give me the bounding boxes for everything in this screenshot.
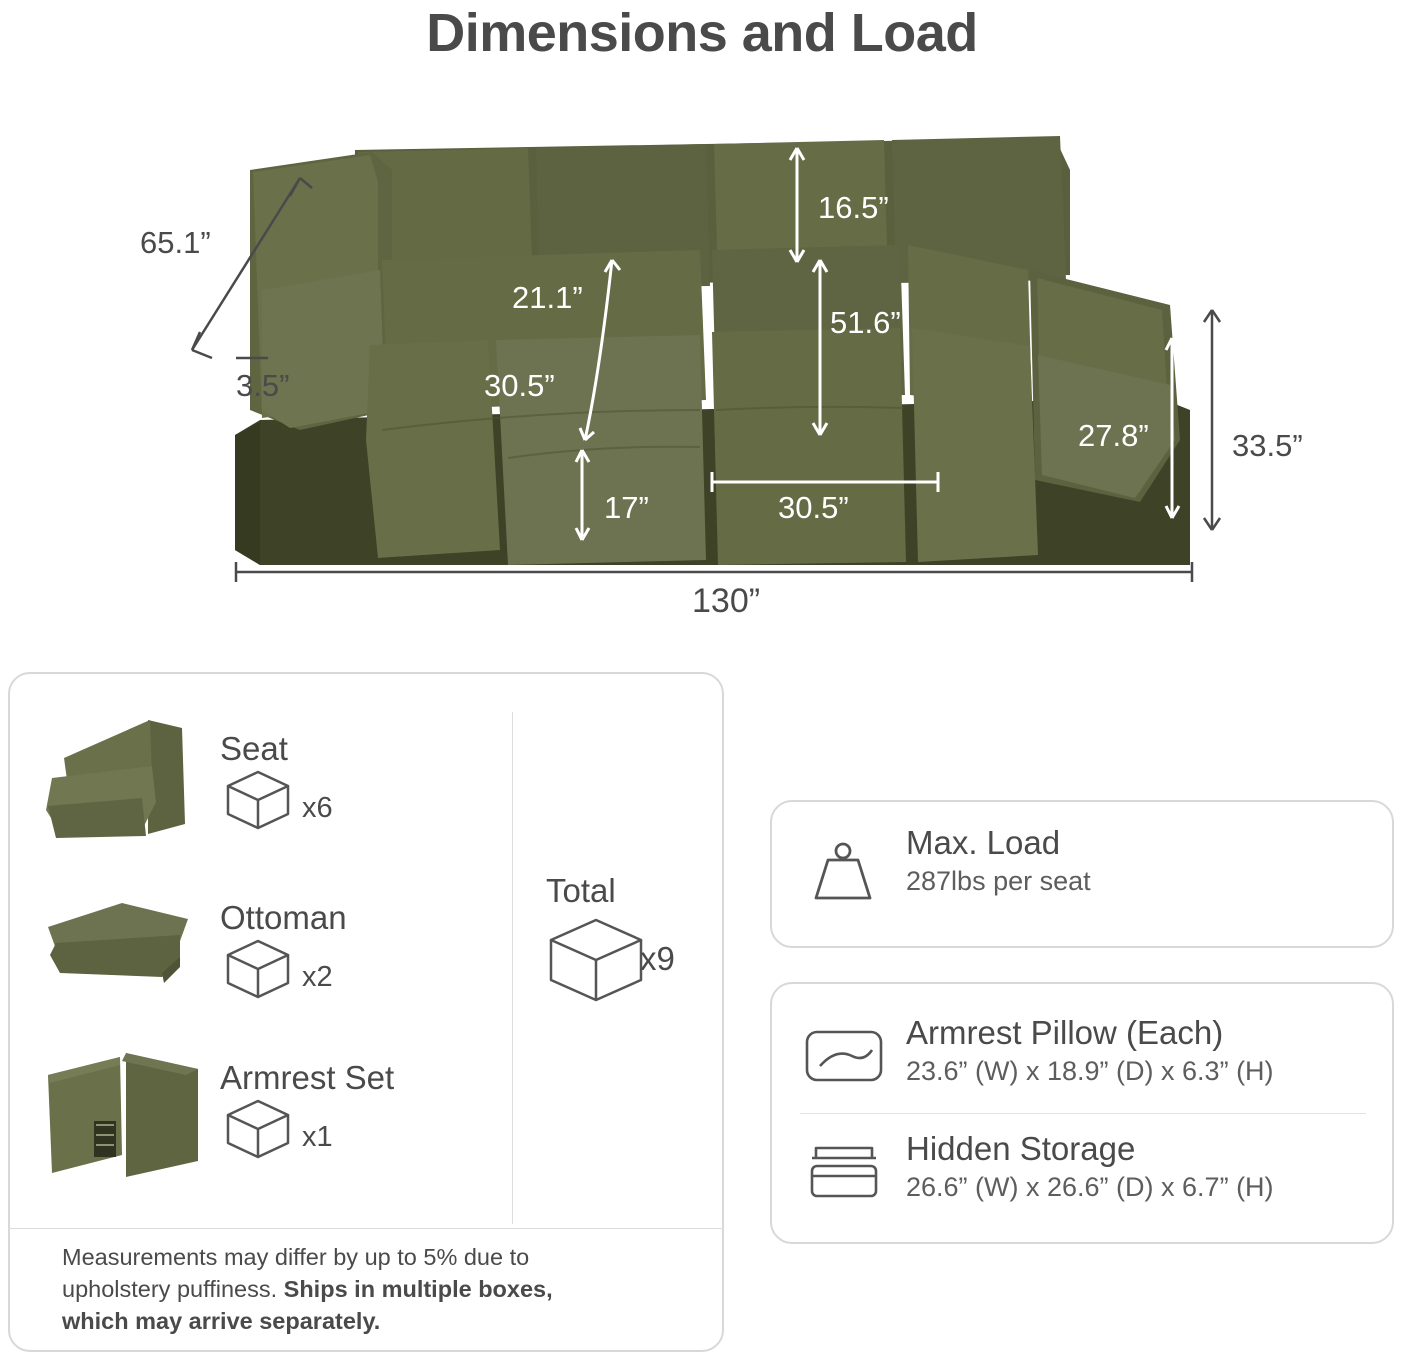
dim-module-width: 30.5”: [778, 490, 849, 525]
note-line-2: upholstery puffiness.: [62, 1275, 284, 1302]
sofa-dimension-diagram: [0, 110, 1404, 650]
ottoman-icon: [30, 885, 200, 995]
dim-seat-height: 17”: [604, 490, 649, 525]
pillow-icon: [802, 1026, 886, 1088]
hidden-storage-text: [906, 1130, 1274, 1203]
part-label-ottoman: Ottoman: [220, 899, 347, 936]
part-qty-seat: x6: [302, 792, 333, 824]
max-load-title: Max. Load: [906, 824, 1061, 861]
dim-arm-height: 27.8”: [1078, 418, 1149, 453]
armrest-pillow-value: 23.6” (W) x 18.9” (D) x 6.3” (H): [906, 1056, 1274, 1086]
hidden-storage-title: Hidden Storage: [906, 1130, 1136, 1167]
specs-divider: [800, 1113, 1366, 1114]
part-label-seat: Seat: [220, 730, 288, 767]
dim-overall-width: 130”: [692, 582, 761, 620]
box-icon: [220, 766, 296, 832]
total-label: Total: [546, 872, 616, 909]
part-qty-ottoman: x2: [302, 961, 333, 993]
dim-height-back: 65.1”: [140, 225, 211, 260]
measurement-note: [62, 1242, 622, 1338]
dim-armrest-thickness: 3.5”: [236, 368, 290, 403]
dim-overall-height: 33.5”: [1232, 428, 1303, 463]
part-item-seat: [30, 706, 500, 856]
max-load-value: 287lbs per seat: [906, 866, 1091, 896]
dimension-lines: [0, 110, 1404, 650]
dim-total-depth: 51.6”: [830, 305, 901, 340]
armrest-set-icon: [30, 1035, 205, 1180]
total-box-icon: [541, 912, 651, 1008]
part-item-ottoman: [30, 875, 500, 1025]
box-icon: [220, 1095, 296, 1161]
note-line-1: Measurements may differ by up to 5% due to: [62, 1244, 530, 1270]
dim-seat-depth-upper: 21.1”: [512, 280, 583, 315]
hidden-storage-value: 26.6” (W) x 26.6” (D) x 6.7” (H): [906, 1172, 1274, 1202]
armrest-pillow-text: [906, 1014, 1274, 1087]
max-load-text: [906, 824, 1091, 897]
part-label-armrest-set: Armrest Set: [220, 1059, 395, 1096]
note-divider: [8, 1228, 724, 1229]
armrest-pillow-title: Armrest Pillow (Each): [906, 1014, 1224, 1051]
part-qty-armrest-set: x1: [302, 1121, 333, 1153]
note-bold-2: which may arrive separately.: [62, 1307, 381, 1334]
box-icon: [220, 935, 296, 1001]
part-item-armrest-set: [30, 1035, 500, 1185]
page-title: Dimensions and Load: [426, 3, 978, 63]
note-bold-1: Ships in multiple boxes,: [283, 1275, 553, 1302]
parts-panel-divider: [512, 712, 513, 1224]
dim-seat-width: 30.5”: [484, 368, 555, 403]
dim-backrest-height: 16.5”: [818, 190, 889, 225]
seat-module-icon: [30, 706, 200, 846]
weight-icon: [806, 836, 880, 910]
storage-icon: [802, 1136, 886, 1210]
total-qty: x9: [640, 940, 675, 977]
